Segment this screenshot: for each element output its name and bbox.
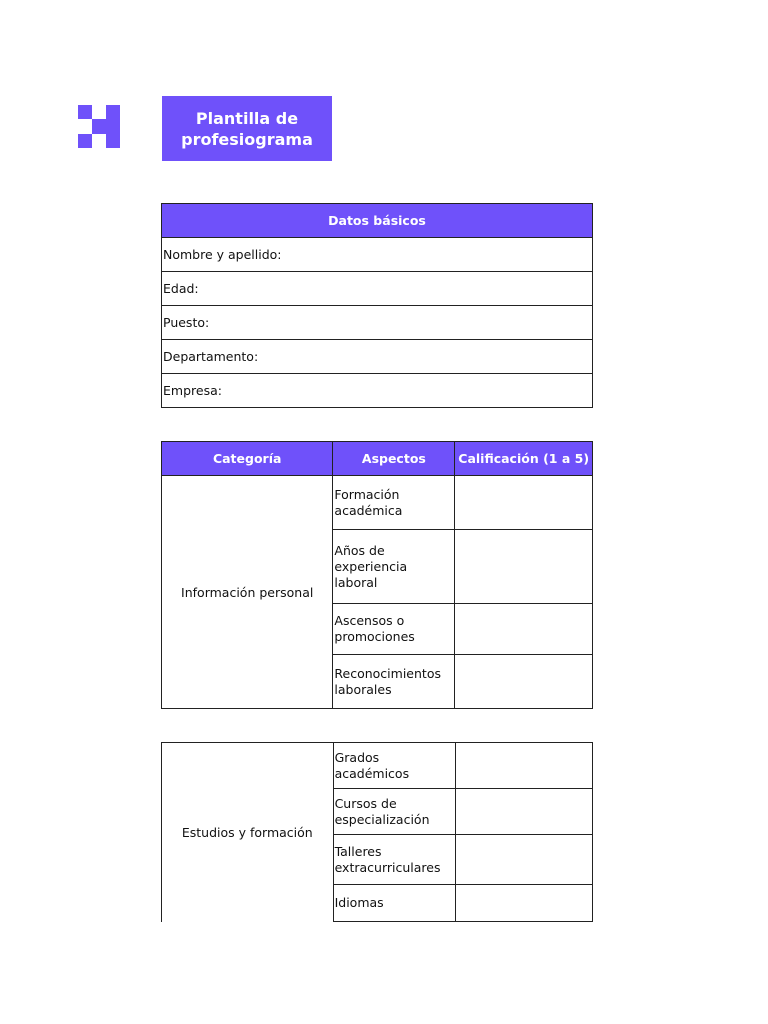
aspect-cell: Años de experiencia laboral bbox=[333, 530, 455, 604]
page-title bbox=[162, 96, 332, 161]
brand-logo-icon bbox=[78, 105, 120, 148]
basic-data-header: Datos básicos bbox=[162, 204, 593, 238]
field-name[interactable]: Nombre y apellido: bbox=[162, 238, 593, 272]
rating-cell[interactable] bbox=[455, 789, 592, 835]
category-cell: Información personal bbox=[162, 476, 333, 709]
aspect-cell: Formación académica bbox=[333, 476, 455, 530]
title-line-1: Plantilla de bbox=[195, 108, 299, 128]
rating-cell[interactable] bbox=[455, 743, 592, 789]
basic-data-table bbox=[161, 203, 593, 408]
aspect-cell: Idiomas bbox=[333, 885, 455, 922]
rating-cell[interactable] bbox=[455, 604, 593, 655]
aspect-cell: Ascensos o promociones bbox=[333, 604, 455, 655]
rating-cell[interactable] bbox=[455, 476, 593, 530]
field-age[interactable]: Edad: bbox=[162, 272, 593, 306]
aspect-cell: Talleres extracurriculares bbox=[333, 835, 455, 885]
aspect-cell: Reconocimientos laborales bbox=[333, 655, 455, 709]
rating-cell[interactable] bbox=[455, 530, 593, 604]
evaluation-table-studies bbox=[161, 742, 593, 922]
aspect-cell: Cursos de especialización bbox=[333, 789, 455, 835]
header-category: Categoría bbox=[162, 442, 333, 476]
field-position[interactable]: Puesto: bbox=[162, 306, 593, 340]
category-cell: Estudios y formación bbox=[162, 743, 334, 922]
rating-cell[interactable] bbox=[455, 655, 593, 709]
header-aspects: Aspectos bbox=[333, 442, 455, 476]
header-rating: Calificación (1 a 5) bbox=[455, 442, 593, 476]
rating-cell[interactable] bbox=[455, 835, 592, 885]
evaluation-table-personal bbox=[161, 441, 593, 709]
field-department[interactable]: Departamento: bbox=[162, 340, 593, 374]
field-company[interactable]: Empresa: bbox=[162, 374, 593, 408]
rating-cell[interactable] bbox=[455, 885, 592, 922]
aspect-cell: Grados académicos bbox=[333, 743, 455, 789]
title-line-2: profesiograma bbox=[181, 129, 313, 149]
